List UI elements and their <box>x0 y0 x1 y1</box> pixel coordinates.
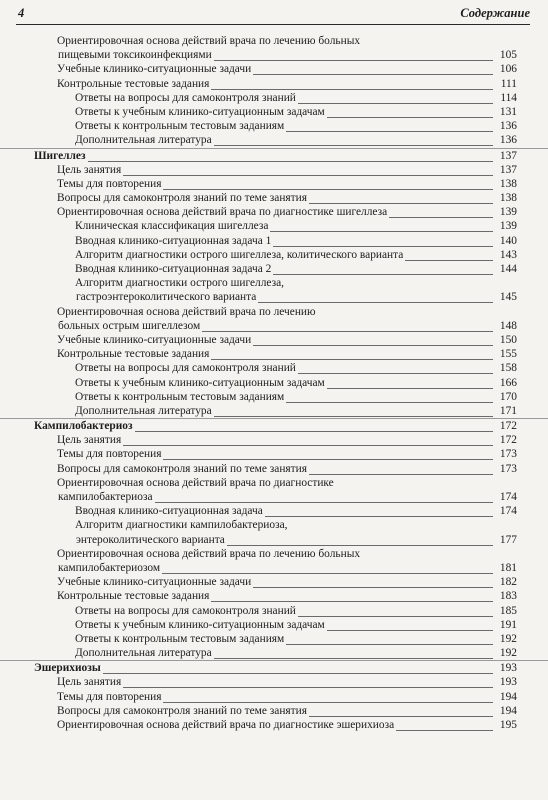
toc-leader-line <box>227 545 493 546</box>
toc-page-number: 194 <box>499 704 517 717</box>
toc-leader-line <box>286 131 493 132</box>
toc-page-number: 111 <box>500 77 517 90</box>
toc-leader-line <box>286 402 493 403</box>
toc-page-number: 192 <box>499 647 517 660</box>
toc-entry-title: кампилобактериозом <box>58 561 161 574</box>
toc-entry-title: Контрольные тестовые задания <box>57 77 210 90</box>
toc-page-number: 182 <box>499 576 517 589</box>
toc-leader-line <box>396 730 493 731</box>
toc-entry-title: Контрольные тестовые задания <box>57 348 210 361</box>
toc-page-number: 145 <box>499 291 517 304</box>
toc-page-number: 193 <box>499 676 517 689</box>
toc-page-number: 181 <box>499 561 517 574</box>
toc-section-row <box>0 148 548 163</box>
toc-entry-title: Цель занятия <box>57 676 122 689</box>
toc-entry-row <box>0 718 548 732</box>
toc-entry-row <box>0 105 548 119</box>
toc-page-number: 106 <box>499 63 517 76</box>
toc-leader-line <box>298 373 493 374</box>
toc-page-number: 192 <box>499 632 517 645</box>
toc-leader-line <box>405 260 493 261</box>
toc-page-number: 139 <box>499 206 517 219</box>
toc-entry-title: Ориентировочная основа действий врача по диагностике эшерихиоза <box>57 719 395 731</box>
toc-entry-row <box>0 119 548 133</box>
toc-page-number: 114 <box>500 91 517 104</box>
table-of-contents <box>0 34 548 732</box>
toc-entry-title: Темы для повторения <box>57 690 162 703</box>
toc-entry-title: Ориентировочная основа действий врача по диагностике шигеллеза <box>57 206 388 219</box>
toc-leader-line <box>327 630 493 631</box>
toc-leader-line <box>103 673 493 674</box>
toc-page-number: 137 <box>499 163 517 176</box>
toc-entry-row <box>0 675 548 689</box>
toc-entry-title: Ориентировочная основа действий врача по лечению больных <box>57 547 361 560</box>
toc-entry-row <box>0 604 548 618</box>
toc-leader-line <box>298 616 493 617</box>
toc-entry-row <box>0 447 548 461</box>
toc-entry-row <box>0 476 548 490</box>
toc-section-title: Кампилобактериоз <box>34 420 133 433</box>
toc-entry-row <box>0 262 548 276</box>
toc-entry-title: Ответы к контрольным тестовым заданиям <box>75 120 285 133</box>
toc-entry-title: Алгоритм диагностики острого шигеллеза, колитического варианта <box>75 248 404 261</box>
toc-entry-row <box>0 390 548 404</box>
toc-leader-line <box>214 60 493 61</box>
toc-entry-row <box>0 632 548 646</box>
toc-leader-line <box>214 145 493 146</box>
toc-entry-row <box>0 191 548 205</box>
toc-page-number: 170 <box>499 390 517 403</box>
toc-leader-line <box>135 431 493 432</box>
toc-entry-row <box>0 305 548 319</box>
toc-entry-row <box>0 290 548 304</box>
toc-entry-title: Вопросы для самоконтроля знаний по теме занятия <box>57 704 307 717</box>
toc-entry-title: Дополнительная литература <box>75 134 212 147</box>
toc-leader-line <box>211 601 493 602</box>
toc-entry-row <box>0 347 548 361</box>
toc-entry-title: гастроэнтероколитического варианта <box>76 291 257 304</box>
toc-page-number: 143 <box>499 248 517 261</box>
toc-entry-row <box>0 575 548 589</box>
toc-leader-line <box>327 117 493 118</box>
toc-page-number: 183 <box>499 590 517 603</box>
toc-page-number: 158 <box>499 362 517 375</box>
toc-entry-row <box>0 177 548 191</box>
toc-entry-row <box>0 91 548 105</box>
toc-entry-row <box>0 34 548 48</box>
toc-entry-title: Дополнительная литература <box>75 647 212 660</box>
toc-page-number: 194 <box>499 690 517 703</box>
toc-leader-line <box>309 474 493 475</box>
toc-entry-row <box>0 219 548 233</box>
toc-entry-title: Ответы к учебным клинико-ситуационным задачам <box>75 105 325 118</box>
toc-entry-title: Дополнительная литература <box>75 404 212 417</box>
toc-entry-title: Ответы на вопросы для самоконтроля знаний <box>75 91 296 104</box>
toc-page-number: 139 <box>499 220 517 233</box>
toc-entry-row <box>0 77 548 91</box>
toc-entry-title: Ответы к учебным клинико-ситуационным задачам <box>75 618 325 631</box>
running-header <box>16 4 530 25</box>
toc-entry-row <box>0 561 548 575</box>
toc-entry-title: Контрольные тестовые задания <box>57 590 210 603</box>
toc-entry-title: Вводная клинико-ситуационная задача <box>75 505 263 518</box>
toc-entry-title: Цель занятия <box>57 163 122 176</box>
toc-page-number: 105 <box>499 49 517 62</box>
toc-leader-line <box>253 74 493 75</box>
toc-entry-title: Клиническая классификация шигеллеза <box>75 220 269 233</box>
toc-leader-line <box>163 459 493 460</box>
toc-entry-row <box>0 690 548 704</box>
toc-entry-title: Ориентировочная основа действий врача по диагностике <box>57 476 334 489</box>
toc-leader-line <box>327 388 493 389</box>
toc-entry-row <box>0 376 548 390</box>
toc-entry-row <box>0 361 548 375</box>
toc-entry-row <box>0 404 548 418</box>
toc-entry-title: Вопросы для самоконтроля знаний по теме занятия <box>57 192 307 205</box>
toc-page-number: 177 <box>499 533 517 546</box>
toc-leader-line <box>253 345 493 346</box>
toc-page-number: 173 <box>499 462 517 475</box>
toc-entry-title: Ориентировочная основа действий врача по лечению <box>57 305 316 318</box>
toc-entry-title: Цель занятия <box>57 434 122 447</box>
toc-leader-line <box>214 416 493 417</box>
toc-entry-row <box>0 333 548 347</box>
toc-entry-title: Темы для повторения <box>57 177 162 190</box>
toc-entry-title: Ответы к контрольным тестовым заданиям <box>75 632 285 645</box>
toc-leader-line <box>309 203 493 204</box>
toc-page-number: 136 <box>499 120 517 133</box>
toc-section-row <box>0 660 548 675</box>
toc-page-number: 174 <box>499 505 517 518</box>
toc-leader-line <box>214 658 493 659</box>
toc-entry-title: кампилобактериоза <box>58 491 153 503</box>
toc-section-title: Эшерихиозы <box>34 662 101 675</box>
toc-entry-row <box>0 462 548 476</box>
toc-leader-line <box>202 331 493 332</box>
toc-entry-title: Алгоритм диагностики острого шигеллеза, <box>75 277 285 290</box>
toc-leader-line <box>123 687 493 688</box>
toc-page-number: 140 <box>499 234 517 247</box>
toc-leader-line <box>258 302 493 303</box>
toc-leader-line <box>162 573 493 574</box>
toc-page-number: 150 <box>499 333 517 346</box>
toc-leader-line <box>123 175 493 176</box>
toc-leader-line <box>211 359 493 360</box>
toc-page-number: 174 <box>499 491 517 503</box>
page-number: 4 <box>18 6 25 20</box>
toc-entry-row <box>0 319 548 333</box>
toc-entry-title: Ориентировочная основа действий врача по лечению больных <box>57 35 361 47</box>
toc-entry-row <box>0 646 548 660</box>
toc-leader-line <box>123 445 493 446</box>
toc-leader-line <box>389 217 493 218</box>
toc-entry-row <box>0 205 548 219</box>
toc-page-number: 191 <box>499 618 517 631</box>
toc-entry-title: пищевыми токсикоинфекциями <box>58 49 212 62</box>
toc-entry-row <box>0 618 548 632</box>
toc-entry-title: Вводная клинико-ситуационная задача 1 <box>75 234 272 247</box>
toc-page-number: 144 <box>499 263 517 275</box>
toc-leader-line <box>273 246 493 247</box>
toc-entry-title: Ответы к учебным клинико-ситуационным задачам <box>75 376 325 389</box>
toc-entry-title: Ответы на вопросы для самоконтроля знаний <box>75 362 296 375</box>
toc-entry-row <box>0 433 548 447</box>
toc-entry-title: Вводная клинико-ситуационная задача 2 <box>75 263 272 275</box>
toc-entry-row <box>0 504 548 518</box>
toc-page-number: 185 <box>499 604 517 617</box>
header-title: Содержание <box>460 6 530 20</box>
toc-entry-row <box>0 490 548 504</box>
toc-entry-row <box>0 62 548 76</box>
toc-page-number: 136 <box>499 134 517 147</box>
toc-entry-title: больных острым шигеллезом <box>58 319 201 332</box>
toc-page-number: 172 <box>499 434 517 447</box>
toc-entry-title: Учебные клинико-ситуационные задачи <box>57 63 252 76</box>
toc-leader-line <box>309 716 493 717</box>
toc-leader-line <box>286 644 493 645</box>
toc-entry-title: Вопросы для самоконтроля знаний по теме занятия <box>57 462 307 475</box>
toc-entry-title: Учебные клинико-ситуационные задачи <box>57 333 252 346</box>
toc-entry-row <box>0 234 548 248</box>
toc-page-number: 138 <box>499 192 517 205</box>
toc-leader-line <box>273 274 493 275</box>
toc-entry-title: Ответы на вопросы для самоконтроля знаний <box>75 604 296 617</box>
toc-page-number: 138 <box>499 177 517 190</box>
toc-entry-row <box>0 133 548 147</box>
toc-leader-line <box>298 103 493 104</box>
toc-page-number: 166 <box>499 376 517 389</box>
toc-page-number: 131 <box>499 105 517 118</box>
toc-section-title: Шигеллез <box>34 149 86 162</box>
toc-entry-row <box>0 547 548 561</box>
toc-entry-title: Темы для повторения <box>57 448 162 461</box>
toc-entry-row <box>0 163 548 177</box>
toc-page-number: 155 <box>499 348 517 361</box>
toc-entry-title: Ответы к контрольным тестовым заданиям <box>75 390 285 403</box>
toc-leader-line <box>253 587 493 588</box>
toc-leader-line <box>163 702 493 703</box>
toc-entry-row <box>0 704 548 718</box>
toc-leader-line <box>163 189 493 190</box>
toc-entry-title: Учебные клинико-ситуационные задачи <box>57 576 252 589</box>
toc-page-number: 195 <box>499 719 517 731</box>
toc-entry-row <box>0 276 548 290</box>
toc-entry-row <box>0 589 548 603</box>
toc-page-number: 193 <box>499 662 517 675</box>
toc-leader-line <box>88 161 493 162</box>
toc-page-number: 171 <box>499 404 517 417</box>
toc-leader-line <box>270 231 493 232</box>
toc-page-number: 137 <box>499 149 517 162</box>
toc-page-number: 173 <box>499 448 517 461</box>
toc-leader-line <box>155 502 493 503</box>
toc-page-number: 148 <box>499 319 517 332</box>
toc-entry-row <box>0 48 548 62</box>
toc-entry-title: Алгоритм диагностики кампилобактериоза, <box>75 519 288 532</box>
toc-leader-line <box>265 516 493 517</box>
toc-entry-title: энтероколитического варианта <box>76 533 225 546</box>
toc-page-number: 172 <box>499 420 517 433</box>
toc-leader-line <box>211 89 493 90</box>
toc-section-row <box>0 418 548 433</box>
toc-entry-row <box>0 518 548 532</box>
toc-entry-row <box>0 533 548 547</box>
toc-entry-row <box>0 248 548 262</box>
